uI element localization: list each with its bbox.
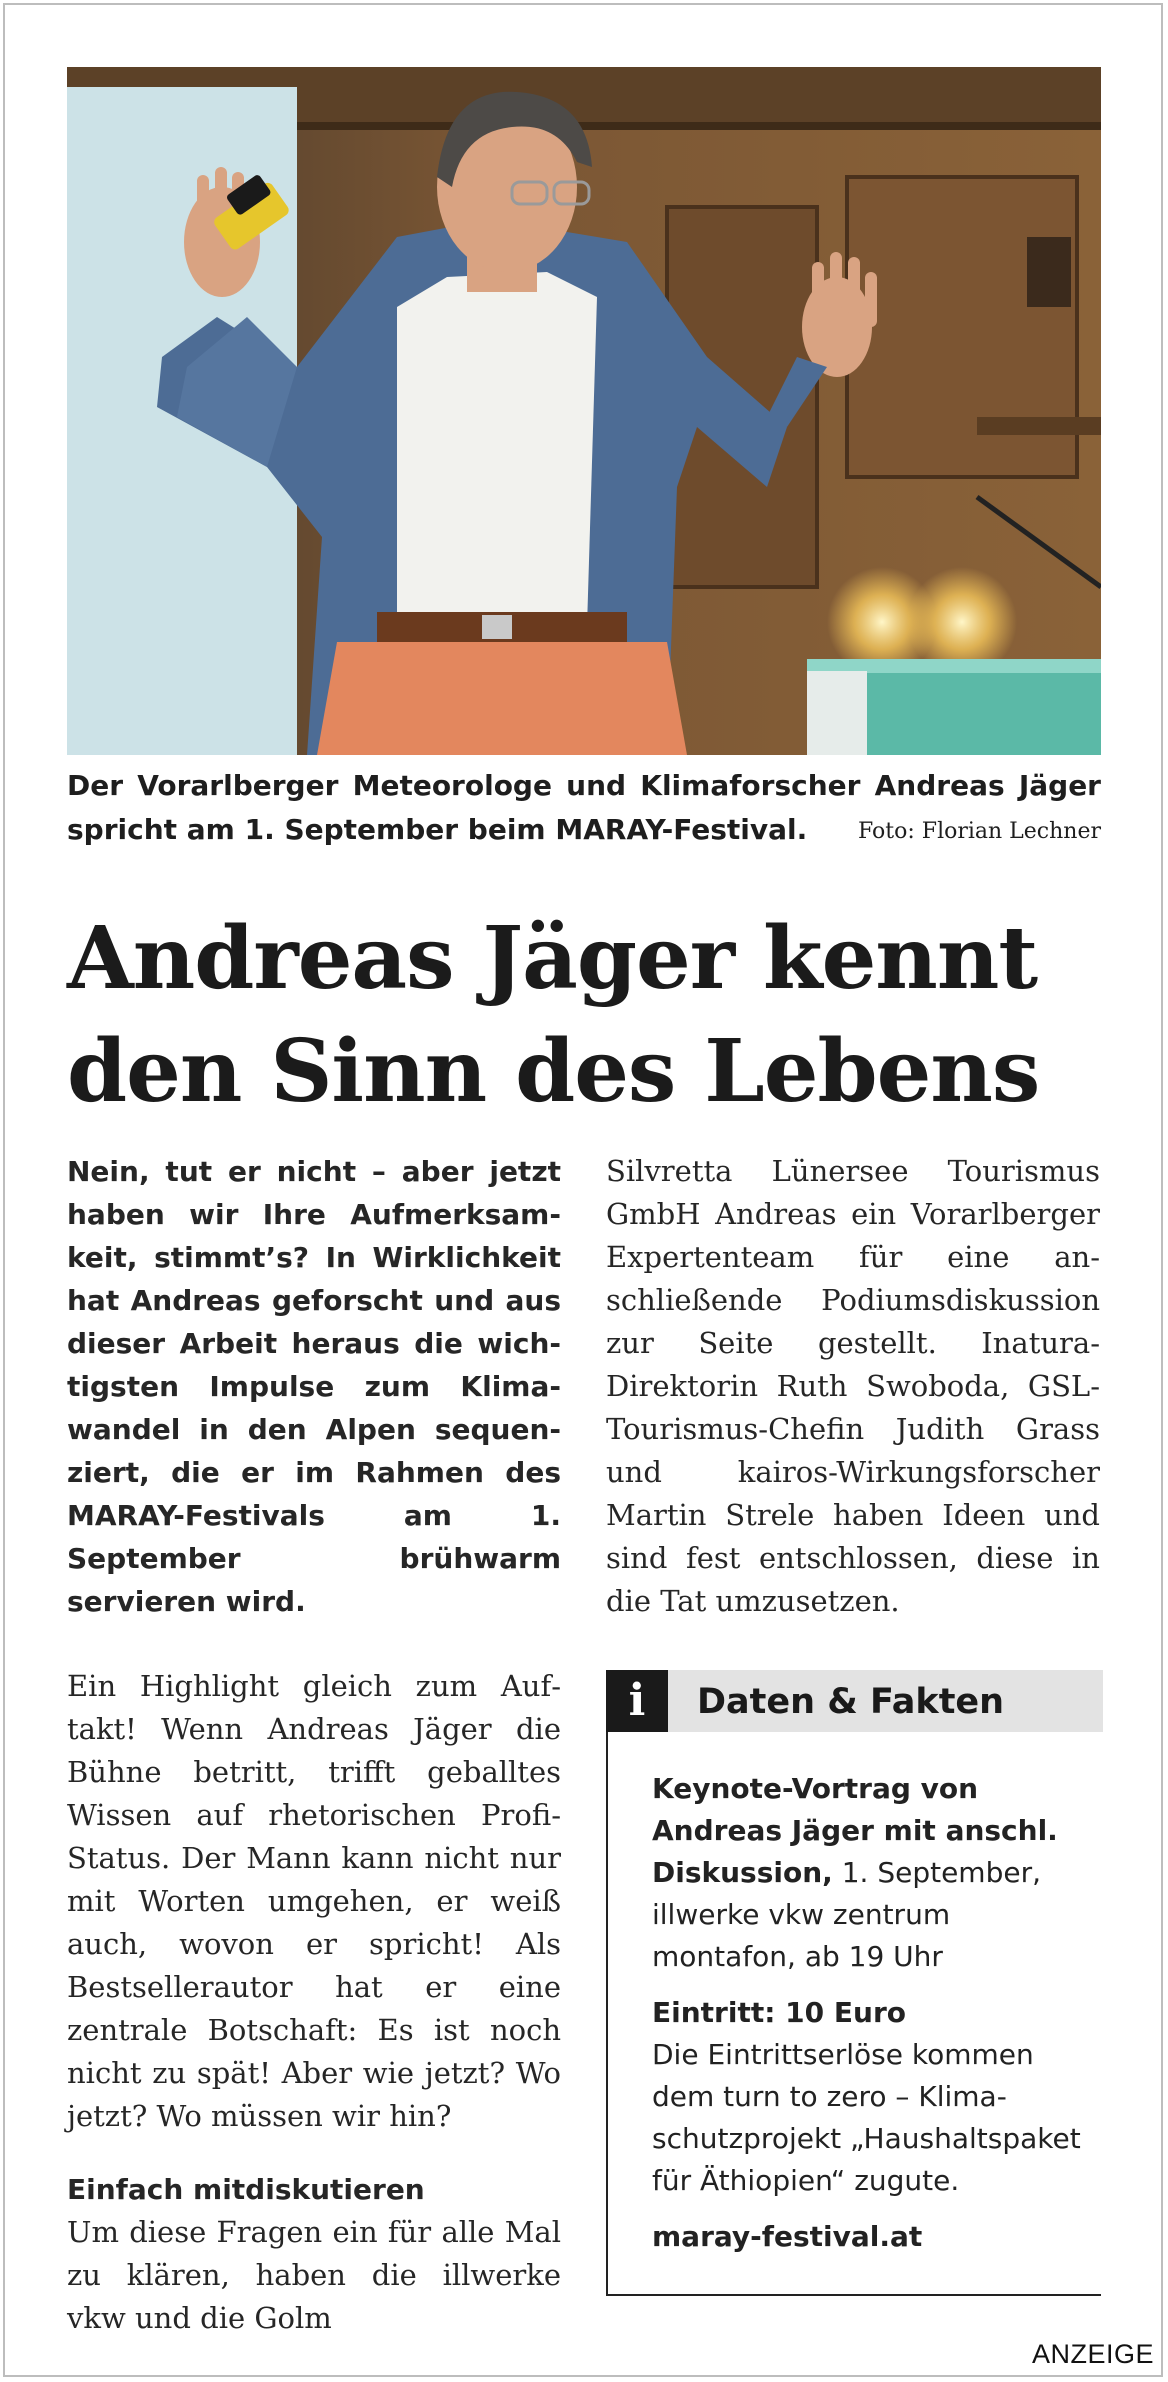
info-icon: i: [606, 1670, 668, 1732]
photo-caption: [67, 764, 1101, 854]
article-paragraph-1: Ein Highlight gleich zum Auftakt! Wenn Andreas Jäger die Bühne betritt, trifft geballtes Wissen auf rhetorischen Profi-Status. Der Mann kann nicht nur mit Worten umgehen, er weiß auch, wovon er spricht! Als Bestsellerautor hat er eine zentrale Botschaft: Es ist noch nicht zu spät! Aber wie jetzt? Wo jetzt? Wo müssen wir hin?: [67, 1669, 561, 2133]
advertisement-label: ANZEIGE: [1031, 2339, 1154, 2369]
speaker-photo-illustration: [67, 67, 1101, 755]
entry-detail: Die Eintrittserlöse kommen dem turn to zero – Klimaschutzprojekt „Haushaltspaket für Äthiopien“ zugute.: [652, 2038, 1081, 2197]
photo-credit: Foto: Florian Lechner: [858, 819, 1101, 844]
article-subhead: Einfach mitdiskutieren: [67, 2173, 425, 2206]
article-column-left: [67, 1150, 561, 2340]
facts-box-title: Daten & Fakten: [697, 1682, 1005, 1722]
facts-box: [606, 1670, 1101, 2296]
article-headline: [67, 902, 1107, 1128]
facts-box-body: [652, 1768, 1092, 2272]
event-info: [652, 1768, 1092, 1978]
caption-text: Der Vorarlberger Meteorologe und Klimaforscher Andreas Jäger spricht am 1. September beim MARAY-Festival.: [67, 769, 1101, 846]
facts-box-header: [606, 1670, 1103, 1732]
event-title: Keynote-Vortrag von Andreas Jäger mit anschl. Diskussion,: [652, 1772, 1058, 1889]
event-detail: 1. September, illwerke vkw zentrum montafon, ab 19 Uhr: [652, 1856, 1041, 1973]
headline-line-1: Andreas Jäger kennt: [67, 908, 1038, 1009]
festival-website-link[interactable]: maray-festival.at: [652, 2220, 923, 2253]
entry-info: [652, 1992, 1092, 2202]
headline-line-2: den Sinn des Lebens: [67, 1021, 1040, 1122]
article-column-right: [606, 1150, 1100, 1623]
article-lead: Nein, tut er nicht – aber jetzt haben wir Ihre Aufmerksamkeit, stimmt’s? In Wirklichkeit hat Andreas geforscht und aus dieser Arbeit heraus die wichtigsten Impulse zum Klimawandel in den Alpen sequenziert, die er im Rahmen des MARAY-Festivals am 1. September brühwarm servieren wird.: [67, 1155, 561, 1618]
article-paragraph-2: Um diese Fragen ein für alle Mal zu klären, haben die illwerke vkw und die Golm: [67, 2215, 561, 2335]
entry-price: Eintritt: 10 Euro: [652, 1996, 906, 2029]
article-paragraph-3: Silvretta Lünersee Tourismus GmbH Andreas ein Vorarlberger Expertenteam für eine anschließende Podiumsdiskussion zur Seite gestellt. Inatura-Direktorin Ruth Swoboda, GSL-Tourismus-Chefin Judith Grass und kairos-Wirkungsforscher Martin Strele haben Ideen und sind fest entschlossen, diese in die Tat umzusetzen.: [606, 1154, 1100, 1618]
speaker-photo: [67, 67, 1101, 755]
